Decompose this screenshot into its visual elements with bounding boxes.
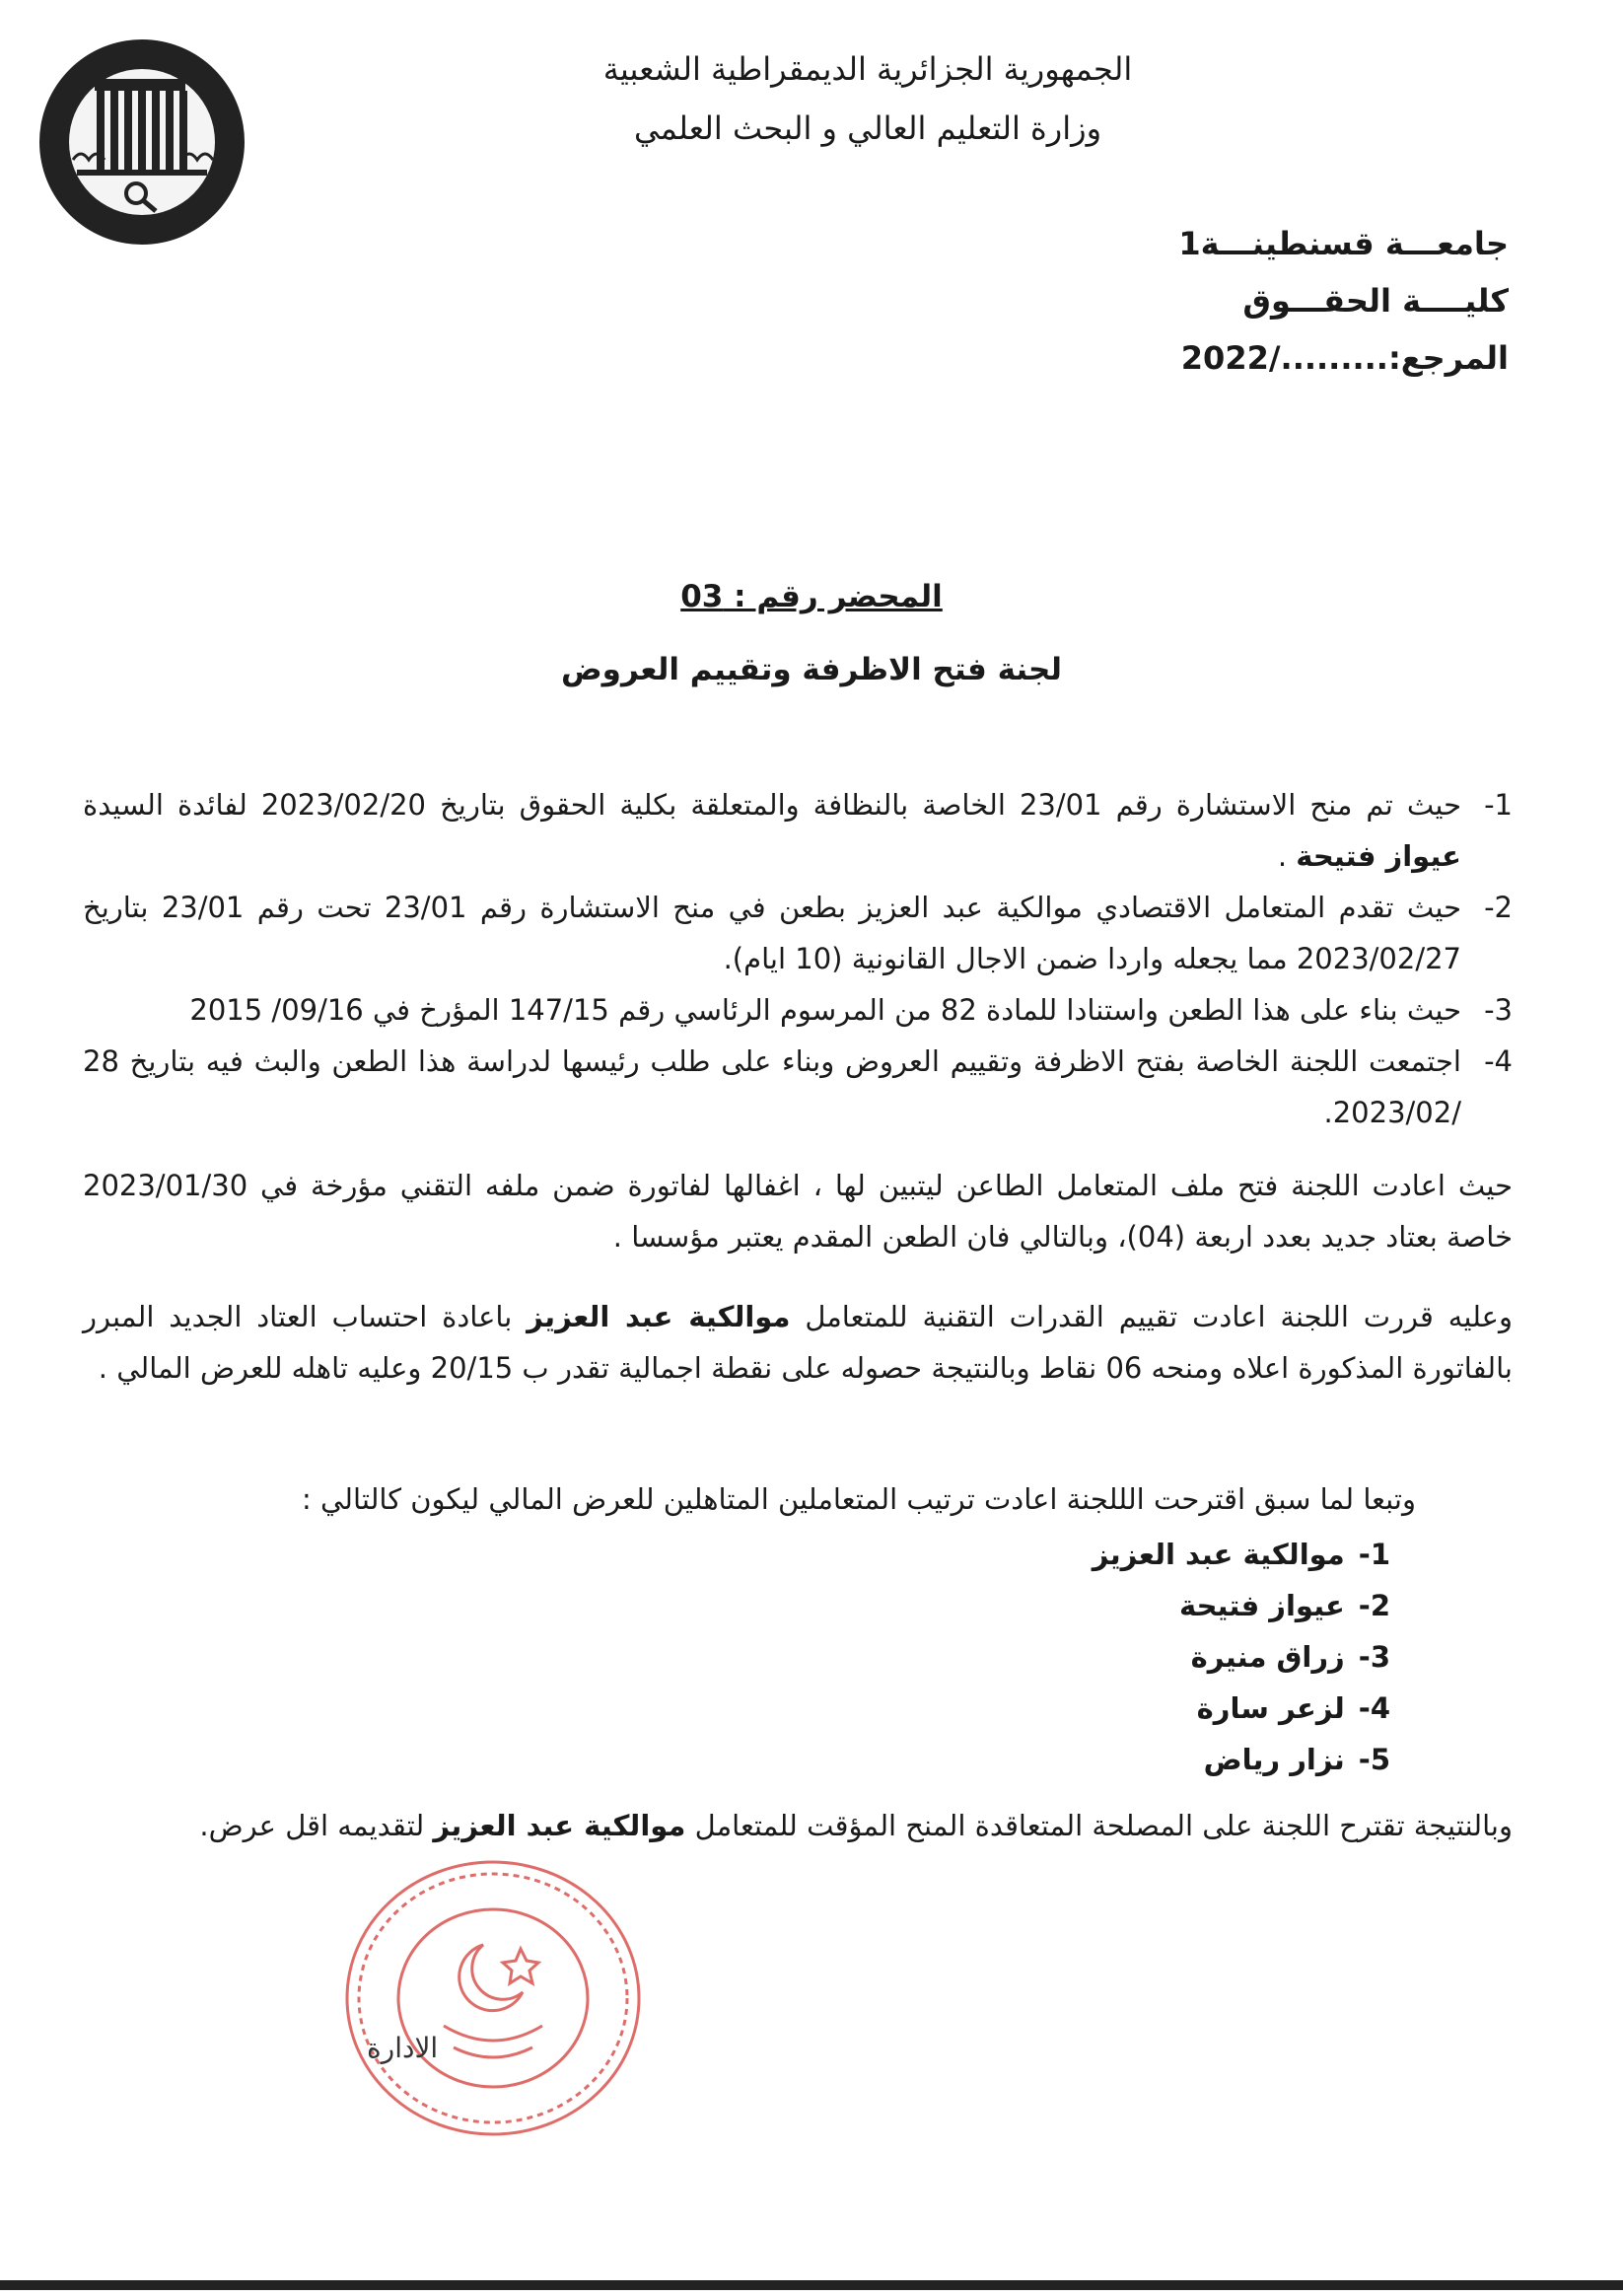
reference-number: المرجع:........./2022 — [1180, 339, 1509, 377]
university-name: جامعـــة قسنطينـــة1 — [1178, 225, 1509, 262]
document-body — [83, 779, 1513, 1422]
signature-label: الادارة — [367, 2032, 439, 2064]
republic-title: الجمهورية الجزائرية الديمقراطية الشعبية — [602, 50, 1133, 88]
list-item: 1-موالكية عبد العزيز — [1092, 1538, 1390, 1571]
conclusion-paragraph: وبالنتيجة تقترح اللجنة على المصلحة المتعاقدة المنح المؤقت للمتعامل موالكية عبد العزيز لتقديمه اقل عرض. — [199, 1809, 1513, 1842]
points-list — [83, 779, 1513, 1138]
document-header — [493, 39, 1242, 158]
university-emblem-icon — [34, 34, 250, 251]
faculty-name: كليــــة الحقـــوق — [1242, 282, 1509, 320]
document-title — [0, 572, 1623, 694]
ranking-section — [302, 1473, 1416, 1785]
list-item: 4-لزعر سارة — [1196, 1691, 1390, 1725]
list-item: 2-عيواز فتيحة — [1179, 1589, 1390, 1622]
ranking-list — [302, 1529, 1416, 1785]
ranking-intro: وتبعا لما سبق اقترحت الللجنة اعادت ترتيب المتعاملين المتاهلين للعرض المالي ليكون كالتالي : — [301, 1482, 1416, 1516]
list-item: 4- اجتمعت اللجنة الخاصة بفتح الاظرفة وتقييم العروض وبناء على طلب رئيسها لدراسة هذا الطعن والبث فيه بتاريخ 28 /2023/02. — [83, 1044, 1513, 1129]
institution-block — [1178, 215, 1509, 387]
list-item: 2- حيث تقدم المتعامل الاقتصادي موالكية عبد العزيز بطعن في منح الاستشارة رقم 23/01 تحت رقم 23/01 بتاريخ 2023/02/27 مما يجعله واردا ضمن الاجال القانونية (10 ايام). — [83, 891, 1513, 975]
ministry-title: وزارة التعليم العالي و البحث العلمي — [633, 109, 1102, 147]
paragraph-decision: وعليه قررت اللجنة اعادت تقييم القدرات التقنية للمتعامل موالكية عبد العزيز باعادة احتساب العتاد الجديد المبرر بالفاتورة المذكورة اعلاه ومنحه 06 نقاط وبالنتيجة حصوله على نقطة اجمالية تقدر ب 20/15 وعليه تاهله للعرض المالي . — [83, 1300, 1513, 1385]
bottom-border — [0, 2280, 1623, 2290]
list-item: 1- حيث تم منح الاستشارة رقم 23/01 الخاصة بالنظافة والمتعلقة بكلية الحقوق بتاريخ 2023/02/20 لفائدة السيدة عيواز فتيحة . — [83, 788, 1513, 873]
list-item: 3-زراق منيرة — [1190, 1640, 1390, 1674]
list-item: 5-نزار رياض — [1203, 1743, 1390, 1776]
official-seal-icon — [335, 1850, 651, 2146]
committee-name: لجنة فتح الاظرفة وتقييم العروض — [560, 652, 1063, 687]
paragraph-reopen: حيث اعادت اللجنة فتح ملف المتعامل الطاعن ليتبين لها ، اغفالها لفاتورة ضمن ملفه التقني مؤرخة في 2023/01/30 خاصة بعتاد جديد بعدد اربعة (04)، وبالتالي فان الطعن المقدم يعتبر مؤسسا . — [83, 1169, 1513, 1254]
list-item: 3- حيث بناء على هذا الطعن واستنادا للمادة 82 من المرسوم الرئاسي رقم 147/15 المؤرخ في 09/16/ 2015 — [189, 993, 1513, 1027]
minutes-number: المحضر رقم : 03 — [680, 579, 943, 614]
